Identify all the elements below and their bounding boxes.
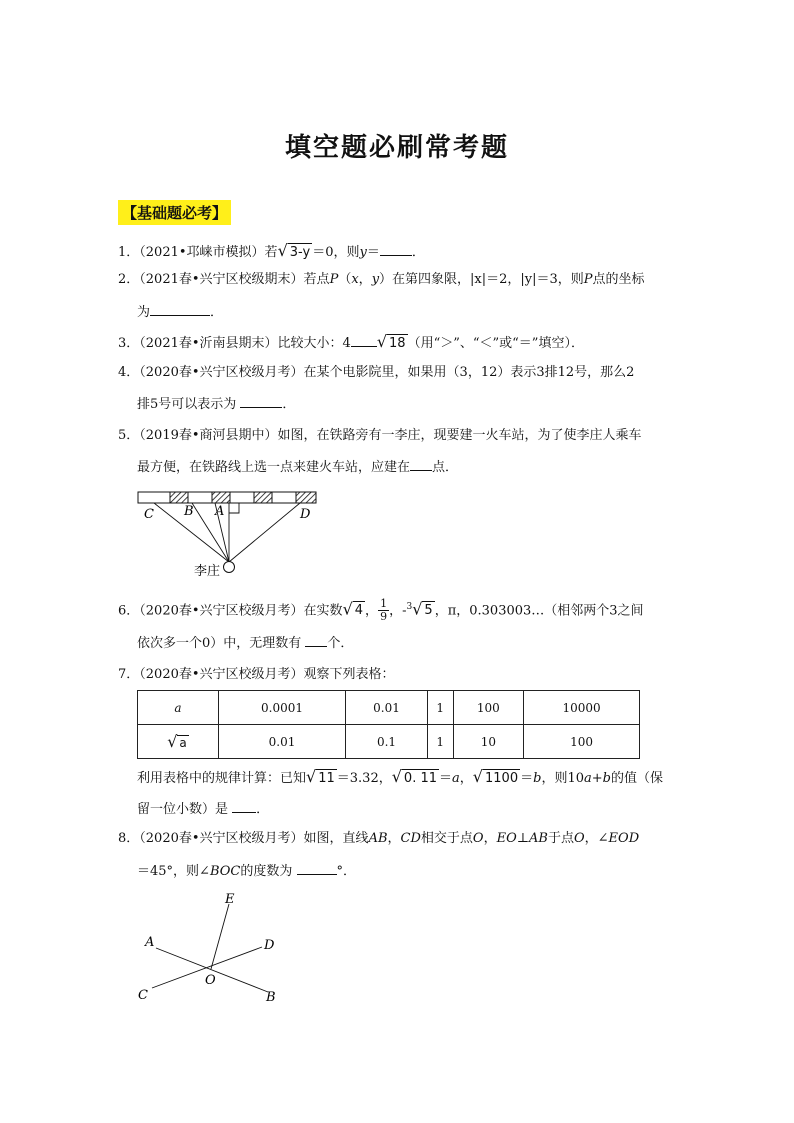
- table-radicand: a: [179, 736, 187, 750]
- q1-text-b: ＝0，则: [312, 245, 360, 260]
- q7-text-a: 观察下列表格：: [303, 667, 395, 682]
- sqrt-icon: √: [277, 241, 288, 260]
- question-5: [118, 427, 642, 445]
- q8-o: O: [472, 831, 484, 846]
- railway-hatch-1: [170, 492, 188, 503]
- q2-source: （2021春•兴宁区校级期末）: [139, 272, 304, 287]
- q7-l2g: a: [583, 771, 592, 786]
- q2-paren: （: [338, 272, 352, 287]
- q6-fraction: [378, 598, 389, 623]
- table-cell: 0.1: [346, 725, 428, 759]
- q8-s1: ，: [387, 831, 401, 846]
- village-circle: [224, 562, 235, 573]
- q1-source: （2021•邛崃市模拟）: [139, 245, 265, 260]
- q7-l2b: ＝3.32，: [336, 771, 392, 786]
- question-8: [118, 830, 639, 848]
- q3-answer-blank[interactable]: [351, 333, 377, 347]
- q7-l2j: 的值（保: [610, 771, 663, 786]
- q1-text-a: 若: [264, 245, 278, 260]
- q8-number: 8．: [118, 831, 140, 846]
- question-4-line-2: [137, 394, 295, 414]
- q7-l2a: 利用表格中的规律计算：已知: [137, 771, 307, 786]
- line-d: [229, 503, 300, 562]
- question-8-line-2: [137, 861, 356, 881]
- q1-text-c: ＝: [366, 245, 380, 260]
- railway-hatch-4: [296, 492, 316, 503]
- sqrt-icon: √: [391, 767, 402, 786]
- q2-l2b: ．: [210, 305, 224, 320]
- q1-radicand: 3-y: [289, 245, 311, 260]
- q8-eo: EO: [496, 831, 517, 846]
- q7-source: （2020春•兴宁区校级月考）: [139, 667, 304, 682]
- table-cell: 10: [453, 725, 524, 759]
- label-b: B: [266, 990, 276, 1005]
- q6-sep-2: ，: [389, 603, 403, 619]
- question-7-line-2: [137, 768, 663, 788]
- label-o: O: [205, 973, 216, 988]
- table-cell: 0.01: [219, 725, 346, 759]
- q7-l2h: +: [591, 771, 603, 786]
- q6-l2b: 个．: [327, 636, 354, 651]
- q6-text-b: ，π，0.303003…（相邻两个3之间: [434, 603, 644, 619]
- sqrt-icon: √: [306, 767, 317, 786]
- q7-var-b: b: [533, 771, 542, 786]
- q8-cd: CD: [400, 831, 421, 846]
- q6-l2a: 依次多一个0）中，无理数有: [137, 636, 302, 651]
- q7-l2d: ，: [459, 771, 473, 786]
- pattern-table: [137, 690, 640, 759]
- q5-l2b: 点．: [432, 460, 459, 475]
- table-row: [138, 725, 640, 759]
- q6-frac-num: 1: [380, 597, 388, 611]
- q2-text-a: 若点: [303, 272, 330, 287]
- right-angle-mark: [229, 503, 239, 513]
- q7-number: 7．: [118, 667, 140, 682]
- q8-text-d: 于点: [547, 831, 574, 846]
- q8-o2: O: [573, 831, 585, 846]
- q2-l2a: 为: [137, 305, 151, 320]
- sqrt-icon: √: [167, 732, 178, 751]
- q6-radicand-1: 4: [354, 603, 364, 619]
- label-village: 李庄: [194, 564, 221, 579]
- q5-text-a: 如图，在铁路旁有一李庄，现要建一火车站，为了使李庄人乘车: [277, 428, 642, 443]
- question-2-line-2: [137, 302, 223, 322]
- q2-point: P: [329, 272, 339, 287]
- question-4: [118, 364, 634, 382]
- q8-ab2: AB: [529, 831, 548, 846]
- table-row: [138, 691, 640, 725]
- q4-l2a: 排5号可以表示为: [137, 397, 237, 412]
- railway-hatch-2: [212, 492, 230, 503]
- q2-x: x: [351, 272, 359, 287]
- q7-l2e: ＝: [520, 771, 534, 786]
- q7-var-a: a: [452, 771, 460, 786]
- q5-number: 5．: [118, 428, 140, 443]
- q4-answer-blank[interactable]: [240, 394, 282, 408]
- q1-number: 1．: [118, 245, 140, 260]
- table-cell: a: [138, 691, 219, 725]
- q8-s2: ，: [483, 831, 497, 846]
- label-e: E: [225, 892, 235, 907]
- label-c: C: [144, 507, 154, 522]
- table-cell-sqrt-a: [138, 725, 219, 759]
- q3-number: 3．: [118, 336, 140, 351]
- question-5-line-2: [137, 457, 458, 477]
- question-6: [118, 598, 644, 623]
- q8-l2c: °．: [336, 864, 357, 879]
- q6-sep-1: ，: [365, 603, 379, 619]
- q7-l2c: ＝: [439, 771, 453, 786]
- q7-l2i: b: [602, 771, 611, 786]
- label-a: A: [215, 504, 225, 519]
- q6-neg: -: [402, 603, 407, 619]
- sqrt-icon: √: [376, 332, 388, 351]
- q2-number: 2．: [118, 272, 140, 287]
- q7-radicand-3: 1100: [485, 771, 519, 786]
- table-cell: 100: [524, 725, 640, 759]
- q8-l2b: 的度数为: [240, 864, 293, 879]
- q8-ab: AB: [368, 831, 388, 846]
- table-cell: 100: [453, 691, 524, 725]
- table-cell: 1: [427, 691, 453, 725]
- q3-radicand: 18: [389, 336, 406, 351]
- q4-l2b: ．: [282, 397, 296, 412]
- sqrt-icon: √: [472, 767, 483, 786]
- q8-text-b: 相交于点: [420, 831, 473, 846]
- q8-perp: ⊥: [516, 831, 529, 846]
- q7-radicand-2: 0. 11: [403, 771, 437, 786]
- q2-answer-blank[interactable]: [150, 302, 210, 316]
- q1-answer-blank[interactable]: [380, 242, 412, 256]
- q5-l2a: 最方便，在铁路线上选一点来建火车站，应建在: [137, 460, 411, 475]
- label-a: A: [145, 935, 155, 950]
- cube-root-icon: √: [412, 599, 423, 619]
- q4-source: （2020春•兴宁区校级月考）: [139, 365, 304, 380]
- q7-answer-blank[interactable]: [232, 799, 256, 813]
- q7-radicand-1: 11: [318, 771, 335, 786]
- table-cell: 10000: [524, 691, 640, 725]
- label-b: B: [184, 504, 194, 519]
- label-d: D: [264, 938, 275, 953]
- q2-y: y: [371, 272, 380, 287]
- q3-source: （2021春•沂南县期末）: [139, 336, 278, 351]
- q6-root-index: 3: [406, 602, 413, 612]
- question-7: [118, 666, 395, 684]
- question-1: [118, 242, 425, 262]
- q7-l2f: ，则10: [541, 771, 584, 786]
- q6-number: 6．: [118, 603, 140, 619]
- q5-source: （2019春•商河县期中）: [139, 428, 278, 443]
- q1-var: y: [359, 245, 367, 260]
- q4-text-a: 在某个电影院里，如果用（3，12）表示3排12号，那么2: [303, 365, 635, 380]
- table-cell: 0.01: [346, 691, 428, 725]
- q8-boc: BOC: [209, 864, 241, 879]
- question-2: [118, 271, 645, 289]
- q5-answer-blank[interactable]: [410, 457, 432, 471]
- q3-text-a: 比较大小：4: [277, 336, 351, 351]
- q6-text-a: 在实数: [303, 603, 343, 619]
- q6-answer-blank[interactable]: [305, 633, 327, 647]
- section-heading: 【基础题必考】: [118, 200, 231, 225]
- q8-text-a: 如图，直线: [303, 831, 369, 846]
- question-6-line-2: [137, 633, 353, 653]
- question-7-line-3: [137, 799, 269, 819]
- railway-diagram: [130, 486, 330, 582]
- q8-answer-blank[interactable]: [297, 861, 337, 875]
- q8-source: （2020春•兴宁区校级月考）: [139, 831, 304, 846]
- railway-hatch-3: [254, 492, 272, 503]
- q6-radicand-2: 5: [424, 603, 433, 619]
- q2-comma: ，: [358, 272, 372, 287]
- intersecting-lines-diagram: [130, 888, 290, 1008]
- q2-text-d: 点的坐标: [592, 272, 645, 287]
- q4-number: 4．: [118, 365, 140, 380]
- page-title: 填空题必刷常考题: [284, 133, 509, 163]
- q2-point-2: P: [583, 272, 593, 287]
- q1-text-d: ．: [411, 245, 425, 260]
- sqrt-icon: √: [342, 599, 353, 619]
- q3-text-b: （用“＞”、“＜”或“＝”填空）．: [407, 336, 584, 351]
- line-eo: [211, 904, 229, 969]
- label-d: D: [300, 507, 311, 522]
- q6-source: （2020春•兴宁区校级月考）: [139, 603, 304, 619]
- q2-text-c: ）在第四象限，|x|＝2，|y|＝3，则: [379, 272, 584, 287]
- q8-l2a: ＝45°，则∠: [137, 864, 210, 879]
- question-3: [118, 333, 584, 353]
- q7-l3b: ．: [256, 802, 270, 817]
- q6-frac-den: 9: [380, 610, 388, 624]
- table-cell: 0.0001: [219, 691, 346, 725]
- table-cell: 1: [427, 725, 453, 759]
- q8-s3: ，∠: [584, 831, 609, 846]
- label-c: C: [138, 988, 148, 1003]
- q7-l3a: 留一位小数）是: [137, 802, 229, 817]
- q8-eod: EOD: [608, 831, 640, 846]
